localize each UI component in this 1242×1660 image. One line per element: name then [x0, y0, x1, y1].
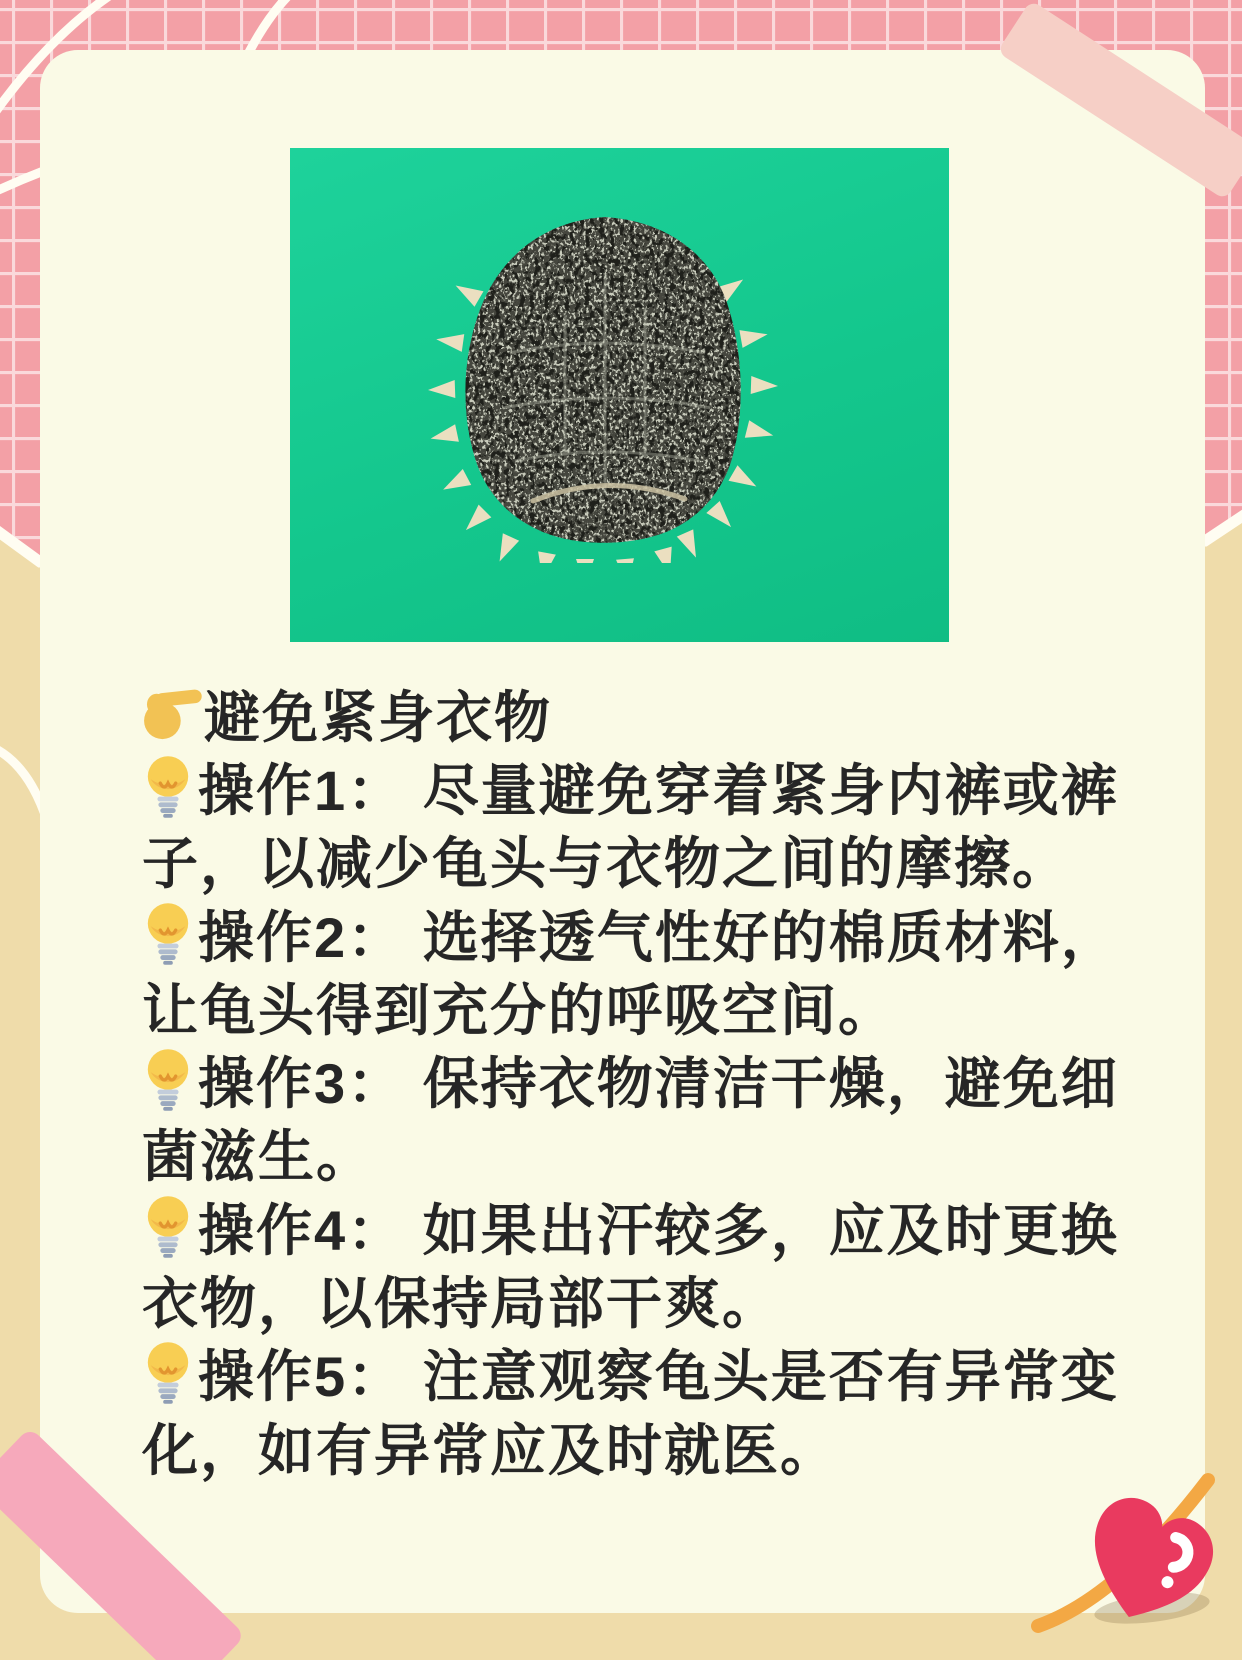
tip-text: 菌滋生。 [142, 1125, 374, 1189]
tip-text: 化，如有异常应及时就医。 [142, 1418, 838, 1482]
tip-text: 操作1： 尽量避免穿着紧身内裤或裤 [198, 758, 1119, 822]
tip-text: 操作4： 如果出汗较多，应及时更换 [198, 1198, 1119, 1262]
tip-line-continuation [142, 1263, 1142, 1336]
bulb-icon [142, 1338, 194, 1408]
title-text: 避免紧身衣物 [204, 685, 552, 749]
turtle-shell-illustration [415, 203, 795, 563]
pointing-hand-icon [142, 686, 204, 742]
tip-line [142, 897, 1142, 970]
turtle-shell-photo [290, 148, 949, 642]
tips-text-block [142, 677, 1142, 1483]
tip-line [142, 1337, 1142, 1410]
tip-text: 让龟头得到充分的呼吸空间。 [142, 978, 896, 1042]
tip-line-continuation [142, 970, 1142, 1043]
tip-line [142, 1043, 1142, 1116]
heart-decoration [1000, 1420, 1242, 1660]
tip-line [142, 1190, 1142, 1263]
tip-text: 衣物，以保持局部干爽。 [142, 1272, 780, 1336]
tip-line-continuation [142, 1117, 1142, 1190]
tip-text: 操作5： 注意观察龟头是否有异常变 [198, 1345, 1119, 1409]
tip-text: 操作3： 保持衣物清洁干燥，避免细 [198, 1052, 1119, 1116]
bulb-icon [142, 899, 194, 969]
tip-line [142, 750, 1142, 823]
bulb-icon [142, 1192, 194, 1262]
title-line [142, 677, 1142, 750]
tip-text: 子，以减少龟头与衣物之间的摩擦。 [142, 832, 1070, 896]
tip-text: 操作2： 选择透气性好的棉质材料， [198, 905, 1119, 969]
tip-line-continuation [142, 1410, 1142, 1483]
tip-line-continuation [142, 824, 1142, 897]
bulb-icon [142, 752, 194, 822]
bulb-icon [142, 1045, 194, 1115]
